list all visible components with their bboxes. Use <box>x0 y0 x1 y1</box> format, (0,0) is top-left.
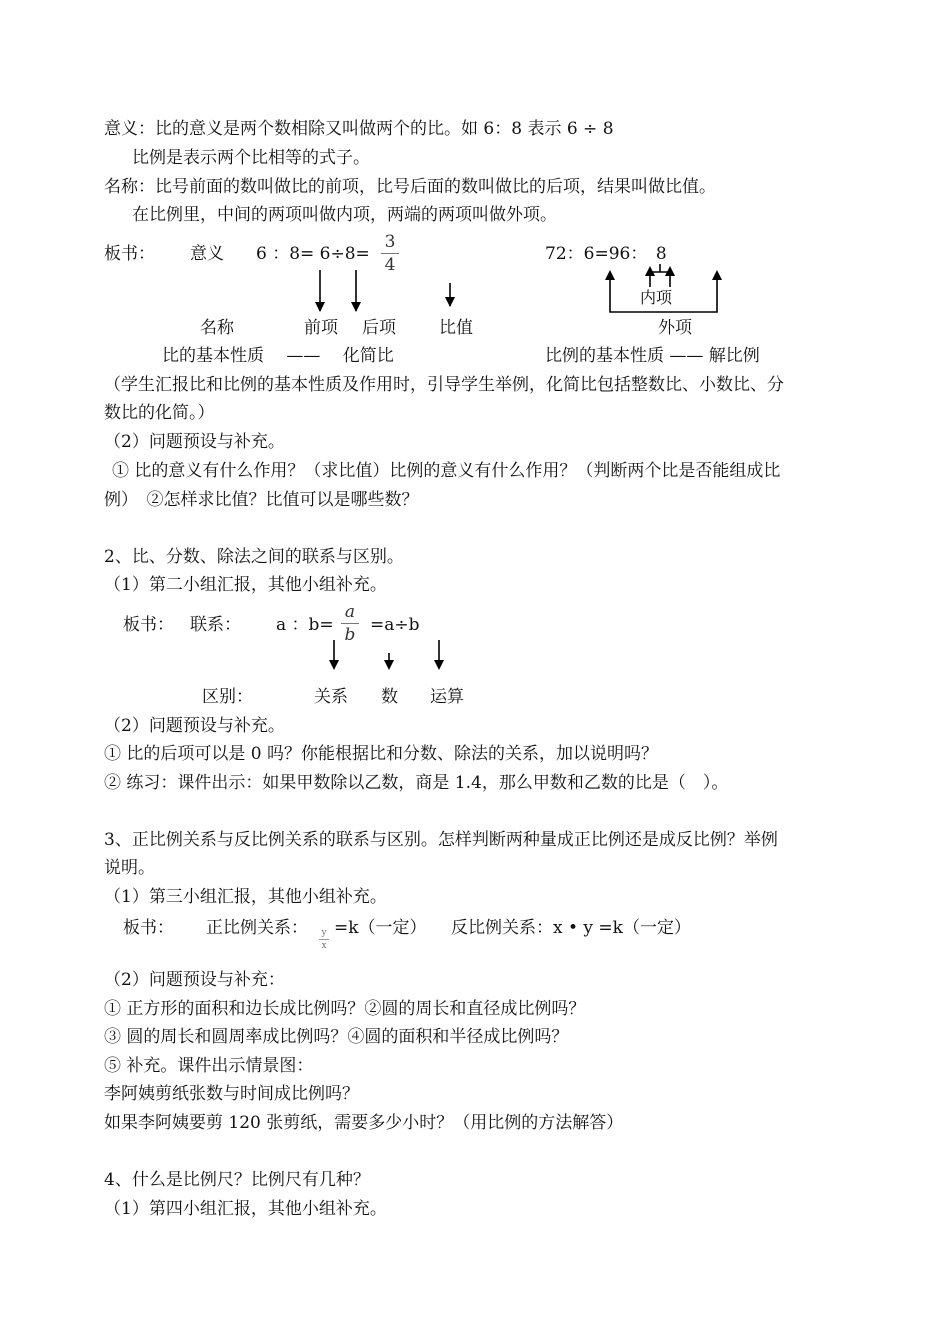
outer-bracket <box>610 278 717 312</box>
arrowhead-inner-left <box>645 266 655 276</box>
section-3-q2: ③ 圆的周长和圆周率成比例吗？④圆的面积和半径成比例吗？ <box>104 1027 569 1047</box>
section-4-title: 4、什么是比例尺？比例尺有几种？ <box>104 1170 370 1190</box>
ratio-expression: 6 ：8= 6÷8= <box>256 244 370 264</box>
board-label: 板书： <box>104 244 155 264</box>
board3-direct: 正比例关系： <box>206 918 308 938</box>
proportion-expression: 72：6=96： 8 <box>545 244 667 264</box>
line-inner-outer: 在比例里，中间的两项叫做内项，两端的两项叫做外项。 <box>132 205 557 225</box>
section-2-report: （1）第二小组汇报，其他小组补充。 <box>104 575 387 595</box>
arrowhead-number <box>384 660 394 670</box>
note-line-2: 数比的化简。） <box>104 403 215 423</box>
section-2-questions: （2）问题预设与补充。 <box>104 716 285 736</box>
board2-difference: 区别： <box>202 687 253 707</box>
board3-inverse: 反比例关系：x • y =k（一定） <box>451 918 691 938</box>
arrowhead-relation <box>329 660 339 670</box>
board2-number: 数 <box>381 687 398 707</box>
arrowhead-antecedent <box>315 302 325 312</box>
fraction-y: y <box>321 928 327 938</box>
section-3-title: 3、正比例关系与反比例关系的联系与区别。怎样判断两种量成正比例还是成反比例？举例 <box>104 830 778 850</box>
arrowhead-outer-right <box>712 270 722 280</box>
fraction-denominator: 4 <box>384 255 396 275</box>
board-meaning: 意义 <box>190 244 224 264</box>
arrowhead-ratio-value <box>445 297 455 307</box>
label-consequent: 后项 <box>362 318 396 338</box>
arrowhead-operation <box>434 660 444 670</box>
questions-heading: （2）问题预设与补充。 <box>104 432 285 452</box>
board3-direct-tail: =k（一定） <box>334 918 427 938</box>
fraction-a: a <box>344 602 356 622</box>
fraction-x: x <box>321 941 327 951</box>
board2-connection: 联系： <box>190 615 241 635</box>
label-antecedent: 前项 <box>304 318 338 338</box>
board2-relation: 关系 <box>314 687 348 707</box>
label-outer-terms: 外项 <box>658 318 692 338</box>
board2-label: 板书： <box>123 615 174 635</box>
section-4-report: （1）第四小组汇报，其他小组补充。 <box>104 1199 387 1219</box>
line-names: 名称：比号前面的数叫做比的前项，比号后面的数叫做比的后项，结果叫做比值。 <box>104 177 716 197</box>
section-3-q5: 如果李阿姨要剪 120 张剪纸，需要多少小时？（用比例的方法解答） <box>104 1113 624 1133</box>
board2-expr-b: =a÷b <box>370 615 420 635</box>
line-meaning: 意义：比的意义是两个数相除又叫做两个的比。如 6：8 表示 6 ÷ 8 <box>104 119 614 139</box>
note-line-1: （学生汇报比和比例的基本性质及作用时，引导学生举例，化简比包括整数比、小数比、分 <box>104 375 784 395</box>
arrowhead-inner-right <box>665 266 675 276</box>
proportion-basic-property: 比例的基本性质 —— 解比例 <box>545 346 760 366</box>
fraction-numerator: 3 <box>384 232 396 252</box>
board2-operation: 运算 <box>430 687 464 707</box>
ratio-basic-property: 比的基本性质 —— 化简比 <box>162 346 394 366</box>
section-3-q3: ⑤ 补充。课件出示情景图： <box>104 1056 314 1076</box>
section-3-q1: ① 正方形的面积和边长成比例吗？②圆的周长和直径成比例吗？ <box>104 999 586 1019</box>
question-1a: ① 比的意义有什么作用？（求比值）比例的意义有什么作用？（判断两个比是否能组成比 <box>112 461 781 481</box>
arrowhead-consequent <box>351 302 361 312</box>
section-2-q1: ① 比的后项可以是 0 吗？你能根据比和分数、除法的关系，加以说明吗？ <box>104 744 659 764</box>
arrowhead-outer-left <box>605 270 615 280</box>
section-2-q2: ② 练习：课件出示：如果甲数除以乙数，商是 1.4，那么甲数和乙数的比是（ ）。 <box>104 773 729 793</box>
board3-label: 板书： <box>123 918 174 938</box>
fraction-b: b <box>344 625 356 645</box>
section-3-q4: 李阿姨剪纸张数与时间成比例吗？ <box>104 1084 359 1104</box>
board2-expr-a: a ：b= <box>276 615 334 635</box>
section-3-title-cont: 说明。 <box>104 858 155 878</box>
section-3-report: （1）第三小组汇报，其他小组补充。 <box>104 887 387 907</box>
label-ratio-value: 比值 <box>439 318 473 338</box>
line-proportion-def: 比例是表示两个比相等的式子。 <box>132 148 370 168</box>
section-3-questions: （2）问题预设与补充： <box>104 970 285 990</box>
label-names: 名称 <box>200 318 234 338</box>
section-2-title: 2、比、分数、除法之间的联系与区别。 <box>104 547 404 567</box>
label-inner-terms: 内项 <box>640 288 673 307</box>
question-1b: 例） ②怎样求比值？比值可以是哪些数？ <box>104 490 419 510</box>
